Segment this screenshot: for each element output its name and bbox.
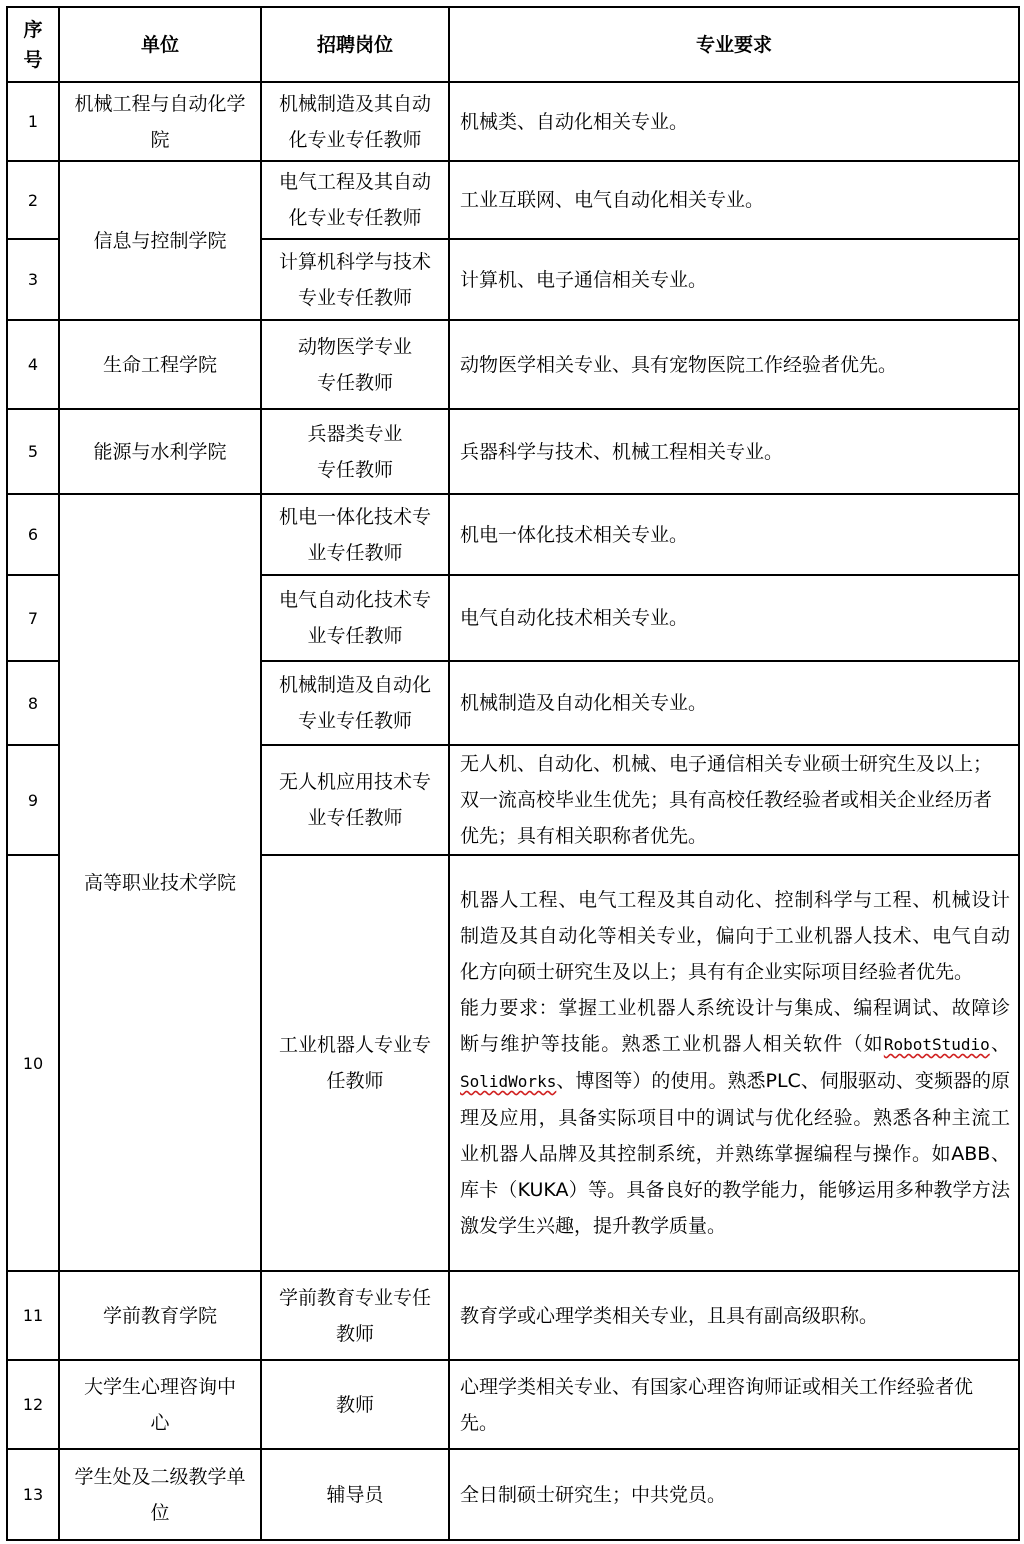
table-row	[7, 1360, 1019, 1449]
row-position: 兵器类专业专任教师	[261, 409, 449, 494]
header-position: 招聘岗位	[261, 7, 449, 82]
table-row	[7, 1449, 1019, 1540]
row-requirement: 全日制硕士研究生；中共党员。	[449, 1449, 1019, 1540]
row-unit: 学前教育学院	[59, 1271, 261, 1360]
table-row	[7, 494, 1019, 575]
row-position: 工业机器人专业专任教师	[261, 855, 449, 1271]
row-position: 学前教育专业专任教师	[261, 1271, 449, 1360]
row-position: 教师	[261, 1360, 449, 1449]
row-requirement: 无人机、自动化、机械、电子通信相关专业硕士研究生及以上；双一流高校毕业生优先；具有高校任教经验者或相关企业经历者优先；具有相关职称者优先。	[449, 745, 1019, 855]
row-unit: 学生处及二级教学单位	[59, 1449, 261, 1540]
table-row	[7, 161, 1019, 239]
row-requirement: 机电一体化技术相关专业。	[449, 494, 1019, 575]
row-index: 6	[7, 494, 59, 575]
row-requirement: 教育学或心理学类相关专业，且具有副高级职称。	[449, 1271, 1019, 1360]
row-requirement: 电气自动化技术相关专业。	[449, 575, 1019, 661]
table-row	[7, 320, 1019, 409]
row-requirement: 机械制造及自动化相关专业。	[449, 661, 1019, 745]
row-unit: 机械工程与自动化学院	[59, 82, 261, 161]
header-row	[7, 7, 1019, 82]
software-separator: 、	[989, 1033, 1010, 1055]
row-requirement	[449, 855, 1019, 1271]
row-requirement: 工业互联网、电气自动化相关专业。	[449, 161, 1019, 239]
row-unit: 高等职业技术学院	[59, 494, 261, 1271]
row-index: 1	[7, 82, 59, 161]
row-requirement: 动物医学相关专业、具有宠物医院工作经验者优先。	[449, 320, 1019, 409]
row-index: 9	[7, 745, 59, 855]
software-solidworks: SolidWorks	[460, 1072, 557, 1091]
table-row	[7, 82, 1019, 161]
ability-text-b: 、博图等）的使用。熟悉PLC、伺服驱动、变频器的原理及应用，具备实际项目中的调试与优化经验。熟悉各种主流工业机器人品牌及其控制系统，并熟练掌握编程与操作。如ABB、库卡（KUKA）等。具备良好的教学能力，能够运用多种教学方法激发学生兴趣，提升教学质量。	[460, 1070, 1010, 1237]
row-requirement: 计算机、电子通信相关专业。	[449, 239, 1019, 320]
recruitment-table	[6, 6, 1020, 1541]
requirement-paragraph: 机器人工程、电气工程及其自动化、控制科学与工程、机械设计制造及其自动化等相关专业，偏向于工业机器人技术、电气自动化方向硕士研究生及以上；具有有企业实际项目经验者优先。	[460, 889, 1010, 983]
row-position: 辅导员	[261, 1449, 449, 1540]
ability-text-a: 能力要求：掌握工业机器人系统设计与集成、编程调试、故障诊断与维护等技能。熟悉工业机器人相关软件（如	[460, 997, 1010, 1055]
header-index: 序号	[7, 7, 59, 82]
row-index: 5	[7, 409, 59, 494]
row-unit: 信息与控制学院	[59, 161, 261, 320]
row-requirement: 兵器科学与技术、机械工程相关专业。	[449, 409, 1019, 494]
row-position: 电气自动化技术专业专任教师	[261, 575, 449, 661]
row-position: 电气工程及其自动化专业专任教师	[261, 161, 449, 239]
table-row	[7, 409, 1019, 494]
row-position: 机电一体化技术专业专任教师	[261, 494, 449, 575]
row-index: 7	[7, 575, 59, 661]
row-index: 8	[7, 661, 59, 745]
row-position: 计算机科学与技术专业专任教师	[261, 239, 449, 320]
row-position: 动物医学专业专任教师	[261, 320, 449, 409]
header-unit: 单位	[59, 7, 261, 82]
row-position: 机械制造及自动化专业专任教师	[261, 661, 449, 745]
row-unit: 能源与水利学院	[59, 409, 261, 494]
software-robotstudio: RobotStudio	[883, 1035, 990, 1054]
row-index: 2	[7, 161, 59, 239]
ability-paragraph	[460, 990, 1010, 1244]
row-index: 12	[7, 1360, 59, 1449]
row-unit: 生命工程学院	[59, 320, 261, 409]
table-row	[7, 1271, 1019, 1360]
row-index: 4	[7, 320, 59, 409]
row-index: 13	[7, 1449, 59, 1540]
row-index: 10	[7, 855, 59, 1271]
row-requirement: 心理学类相关专业、有国家心理咨询师证或相关工作经验者优先。	[449, 1360, 1019, 1449]
row-requirement: 机械类、自动化相关专业。	[449, 82, 1019, 161]
row-position: 无人机应用技术专业专任教师	[261, 745, 449, 855]
header-requirement: 专业要求	[449, 7, 1019, 82]
row-unit: 大学生心理咨询中心	[59, 1360, 261, 1449]
row-index: 3	[7, 239, 59, 320]
row-index: 11	[7, 1271, 59, 1360]
row-position: 机械制造及其自动化专业专任教师	[261, 82, 449, 161]
